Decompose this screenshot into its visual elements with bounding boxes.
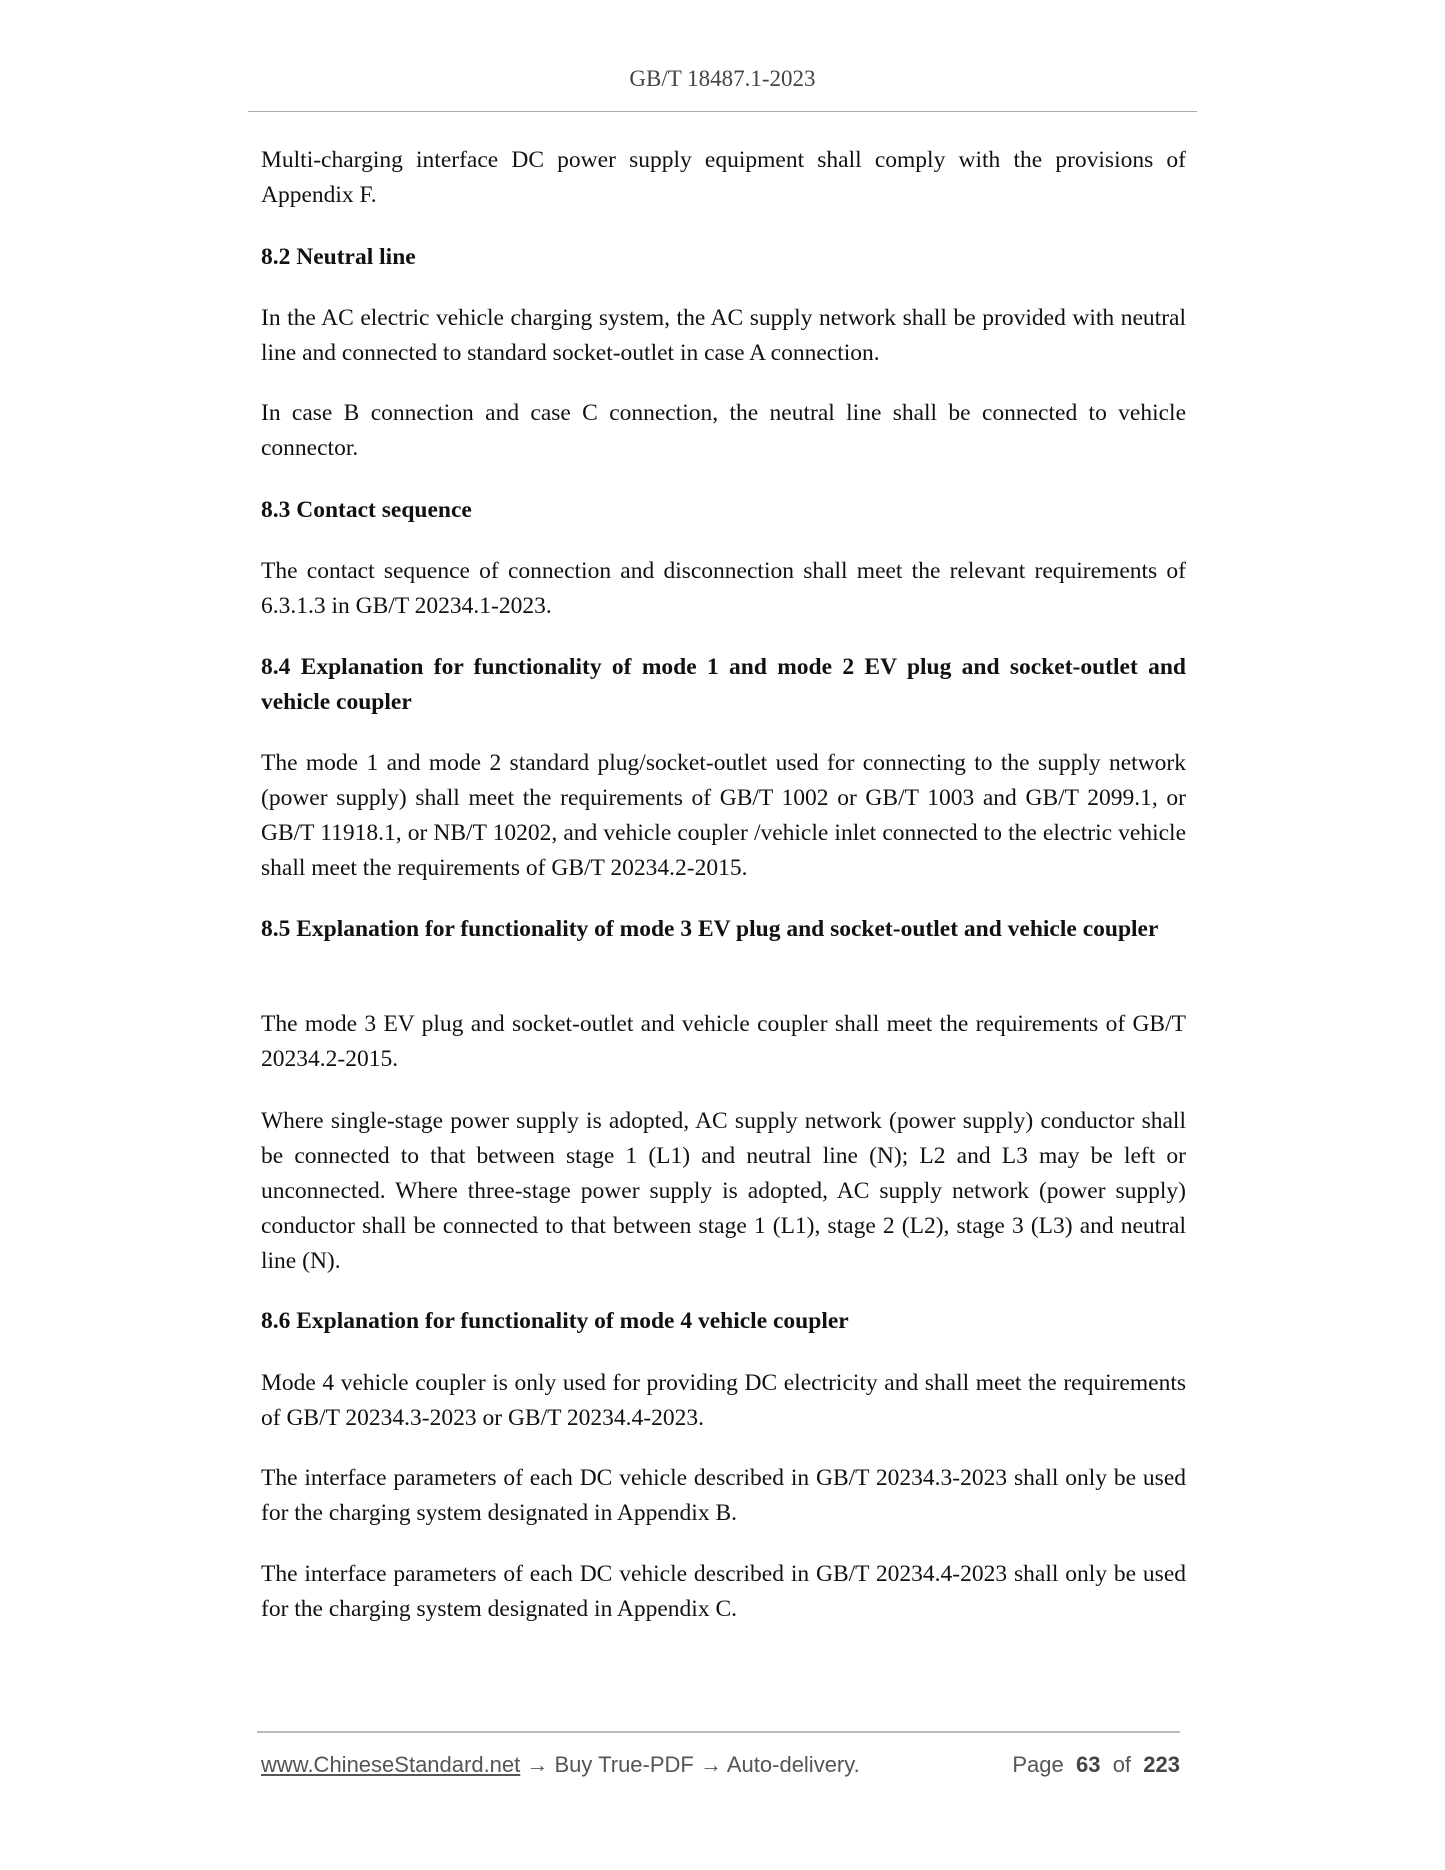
paragraph: In the AC electric vehicle charging system, the AC supply network shall be provided with neutral line and connected to standard socket-outlet in case A connection. — [261, 305, 1186, 366]
footer-divider — [257, 1731, 1180, 1733]
paragraph: Multi-charging interface DC power supply equipment shall comply with the provisions of Appendix F. — [261, 147, 1186, 208]
footer-tagline: → Buy True-PDF → Auto-delivery. — [520, 1752, 860, 1777]
section-heading-8-5: 8.5 Explanation for functionality of mode 3 EV plug and socket-outlet and vehicle coupler — [261, 916, 1159, 942]
section-heading-8-6: 8.6 Explanation for functionality of mode 4 vehicle coupler — [261, 1308, 849, 1334]
footer — [261, 1752, 1180, 1778]
page-number: 63 — [1075, 1752, 1101, 1777]
header-divider — [248, 111, 1197, 112]
paragraph: Where single-stage power supply is adopted, AC supply network (power supply) conductor shall be connected to that between stage 1 (L1) and neutral line (N); L2 and L3 may be left or unconnected. Where three-stage power supply is adopted, AC supply network (power supply) conductor shall be connected to that between stage 1 (L1), stage 2 (L2), stage 3 (L3) and neutral line (N). — [261, 1108, 1186, 1274]
page-indicator: Page 63 of 223 — [1012, 1752, 1180, 1777]
paragraph: The contact sequence of connection and disconnection shall meet the relevant requirements of 6.3.1.3 in GB/T 20234.1-2023. — [261, 558, 1186, 619]
section-heading-8-2: 8.2 Neutral line — [261, 244, 416, 270]
paragraph: The mode 1 and mode 2 standard plug/socket-outlet used for connecting to the supply network (power supply) shall meet the requirements of GB/T 1002 or GB/T 1003 and GB/T 2099.1, or GB/T 11918.1, or NB/T 10202, and vehicle coupler /vehicle inlet connected to the electric vehicle shall meet the requirements of GB/T 20234.2-2015. — [261, 750, 1186, 881]
section-heading-8-4: 8.4 Explanation for functionality of mode 1 and mode 2 EV plug and socket-outlet and vehicle coupler — [261, 654, 1186, 715]
footer-left — [261, 1752, 860, 1778]
page-total: 223 — [1143, 1752, 1180, 1777]
website-link[interactable]: www.ChineseStandard.net — [261, 1752, 521, 1777]
paragraph: The mode 3 EV plug and socket-outlet and vehicle coupler shall meet the requirements of GB/T 20234.2-2015. — [261, 1011, 1186, 1072]
paragraph: In case B connection and case C connection, the neutral line shall be connected to vehicle connector. — [261, 400, 1186, 461]
section-heading-8-3: 8.3 Contact sequence — [261, 497, 472, 523]
paragraph: The interface parameters of each DC vehicle described in GB/T 20234.4-2023 shall only be used for the charging system designated in Appendix C. — [261, 1561, 1186, 1622]
paragraph: Mode 4 vehicle coupler is only used for providing DC electricity and shall meet the requirements of GB/T 20234.3-2023 or GB/T 20234.4-2023. — [261, 1370, 1186, 1431]
running-header: GB/T 18487.1-2023 — [629, 66, 816, 91]
paragraph: The interface parameters of each DC vehicle described in GB/T 20234.3-2023 shall only be used for the charging system designated in Appendix B. — [261, 1465, 1186, 1526]
